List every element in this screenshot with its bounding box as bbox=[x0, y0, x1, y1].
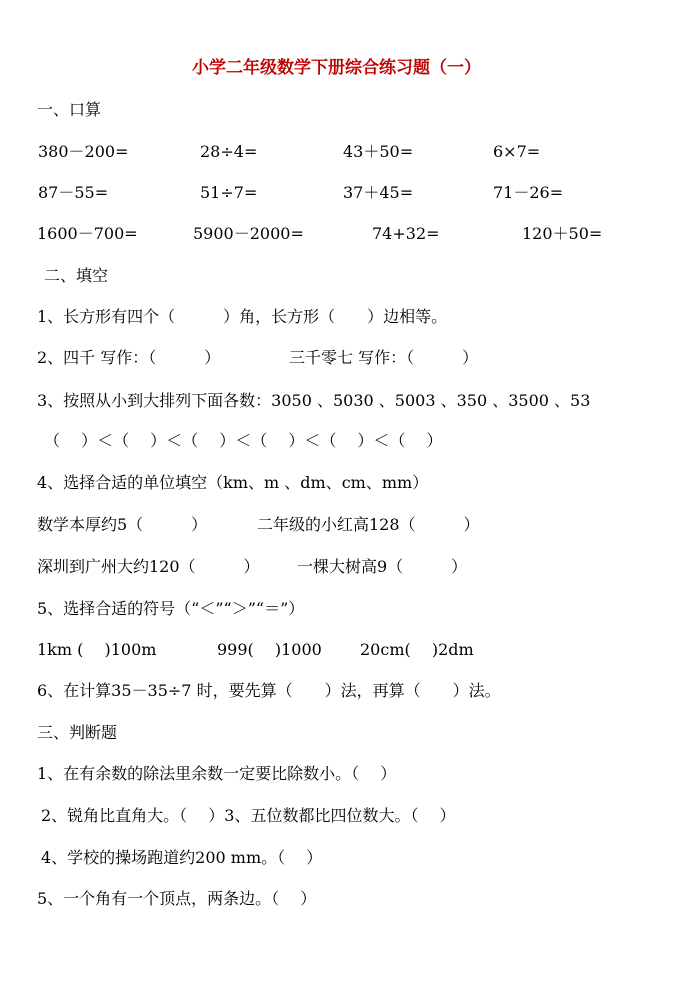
mental-math-problem: 1600－700= bbox=[37, 224, 138, 243]
judge-question-4: 4、学校的操场跑道约200 mm。（ ） bbox=[41, 848, 323, 867]
fill-question-3: 3、按照从小到大排列下面各数：3050 、5030 、5003 、350 、3500 、53 bbox=[37, 391, 591, 410]
fill-question-2b: 三千零七 写作：（ ） bbox=[289, 348, 479, 367]
fill-question-1: 1、长方形有四个（ ）角，长方形（ ）边相等。 bbox=[37, 307, 448, 326]
judge-question-1: 1、在有余数的除法里余数一定要比除数小。（ ） bbox=[37, 764, 397, 783]
fill-question-5c: 20cm( )2dm bbox=[360, 640, 474, 659]
fill-question-4b: 二年级的小红高128（ ） bbox=[257, 515, 480, 534]
mental-math-problem: 120＋50= bbox=[522, 224, 603, 243]
fill-question-5a: 1km ( )100m bbox=[37, 640, 157, 659]
section-1-heading: 一、口算 bbox=[37, 100, 102, 119]
fill-question-4: 4、选择合适的单位填空（km、m 、dm、cm、mm） bbox=[37, 473, 429, 492]
fill-question-5b: 999( )1000 bbox=[217, 640, 322, 659]
fill-question-5: 5、选择合适的符号（“＜”“＞”“＝”） bbox=[37, 599, 305, 618]
mental-math-problem: 74+32= bbox=[372, 224, 440, 243]
page-title: 小学二年级数学下册综合练习题（一） bbox=[192, 58, 481, 78]
mental-math-problem: 43＋50= bbox=[343, 142, 414, 161]
fill-question-4c: 深圳到广州大约120（ ） bbox=[37, 557, 260, 576]
mental-math-problem: 5900－2000= bbox=[193, 224, 304, 243]
fill-question-4d: 一棵大树高9（ ） bbox=[297, 557, 468, 576]
section-2-heading: 二、填空 bbox=[44, 266, 109, 285]
mental-math-problem: 87－55= bbox=[38, 183, 109, 202]
mental-math-problem: 380－200= bbox=[38, 142, 129, 161]
mental-math-problem: 71－26= bbox=[493, 183, 564, 202]
mental-math-problem: 28÷4= bbox=[200, 142, 258, 161]
fill-question-3-blanks: （ ）＜（ ）＜（ ）＜（ ）＜（ ）＜（ ） bbox=[44, 431, 443, 450]
judge-question-5: 5、一个角有一个顶点，两条边。（ ） bbox=[37, 889, 317, 908]
section-3-heading: 三、判断题 bbox=[37, 723, 118, 742]
judge-question-2-3: 2、锐角比直角大。（ ）3、五位数都比四位数大。（ ） bbox=[41, 806, 456, 825]
mental-math-problem: 6×7= bbox=[493, 142, 541, 161]
mental-math-problem: 37＋45= bbox=[343, 183, 414, 202]
fill-question-4a: 数学本厚约5（ ） bbox=[37, 515, 208, 534]
mental-math-problem: 51÷7= bbox=[200, 183, 258, 202]
fill-question-2a: 2、四千 写作：（ ） bbox=[37, 348, 221, 367]
fill-question-6: 6、在计算35－35÷7 时，要先算（ ）法，再算（ ）法。 bbox=[37, 681, 501, 700]
